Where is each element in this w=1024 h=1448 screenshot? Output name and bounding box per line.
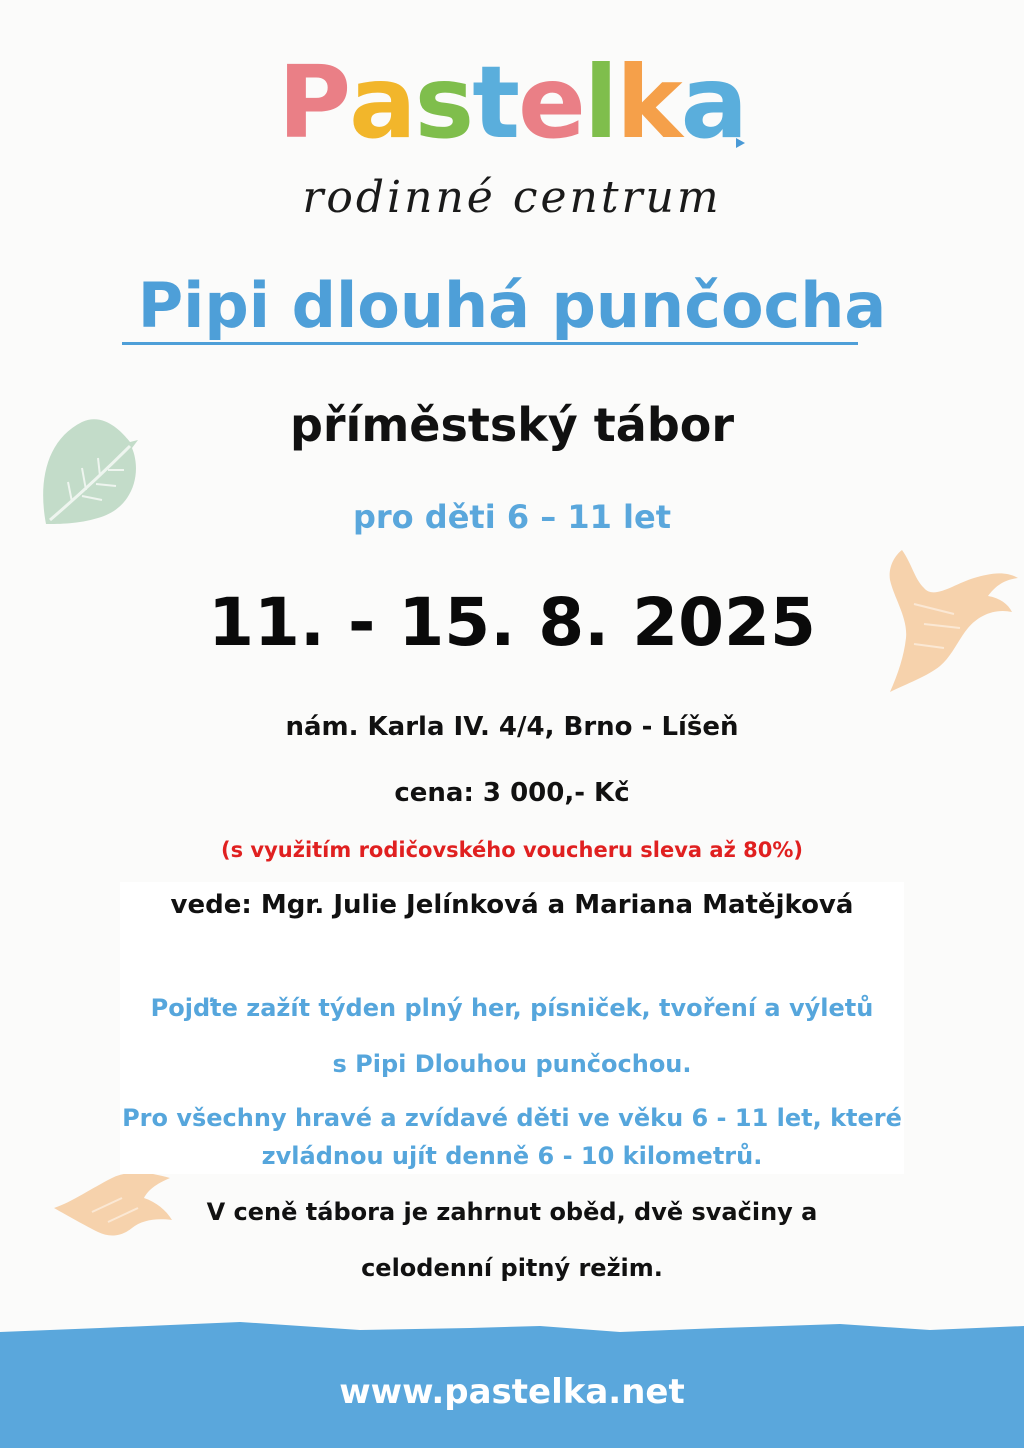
event-title: Pipi dlouhá punčocha — [137, 269, 887, 342]
description-line: zvládnou ujít denně 6 - 10 kilometrů. — [261, 1142, 763, 1170]
included-line: V ceně tábora je zahrnut oběd, dvě svačiny a — [206, 1198, 818, 1226]
logo-letter: a — [680, 44, 747, 161]
event-dates: 11. - 15. 8. 2025 — [208, 584, 816, 661]
logo-letter: l — [583, 44, 617, 161]
event-price: cena: 3 000,- Kč — [394, 778, 630, 808]
title-underline — [122, 342, 858, 345]
logo-tagline: rodinné centrum — [302, 172, 722, 223]
age-range: pro děti 6 – 11 let — [352, 498, 671, 536]
voucher-note: (s využitím rodičovského voucheru sleva až 80%) — [220, 838, 803, 862]
pastelka-logo — [0, 44, 1024, 161]
event-address: nám. Karla IV. 4/4, Brno - Líšeň — [285, 712, 739, 742]
logo-letter: a — [349, 44, 415, 161]
description-line: s Pipi Dlouhou punčochou. — [332, 1050, 692, 1078]
description-line: Pro všechny hravé a zvídavé děti ve věku 6 - 11 let, které — [122, 1104, 902, 1132]
event-subtitle: příměstský tábor — [289, 398, 735, 452]
logo-letter: e — [518, 44, 584, 161]
included-line: celodenní pitný režim. — [361, 1254, 663, 1282]
logo-triangle-icon — [736, 138, 745, 148]
website-link[interactable]: www.pastelka.net — [339, 1372, 685, 1412]
logo-letter: k — [616, 44, 681, 161]
logo-letter: P — [277, 44, 350, 161]
event-leaders: vede: Mgr. Julie Jelínková a Mariana Matějková — [170, 890, 854, 920]
logo-letter: s — [414, 44, 473, 161]
logo-letter: t — [472, 44, 518, 161]
description-line: Pojďte zažít týden plný her, písniček, tvoření a výletů — [150, 994, 874, 1022]
